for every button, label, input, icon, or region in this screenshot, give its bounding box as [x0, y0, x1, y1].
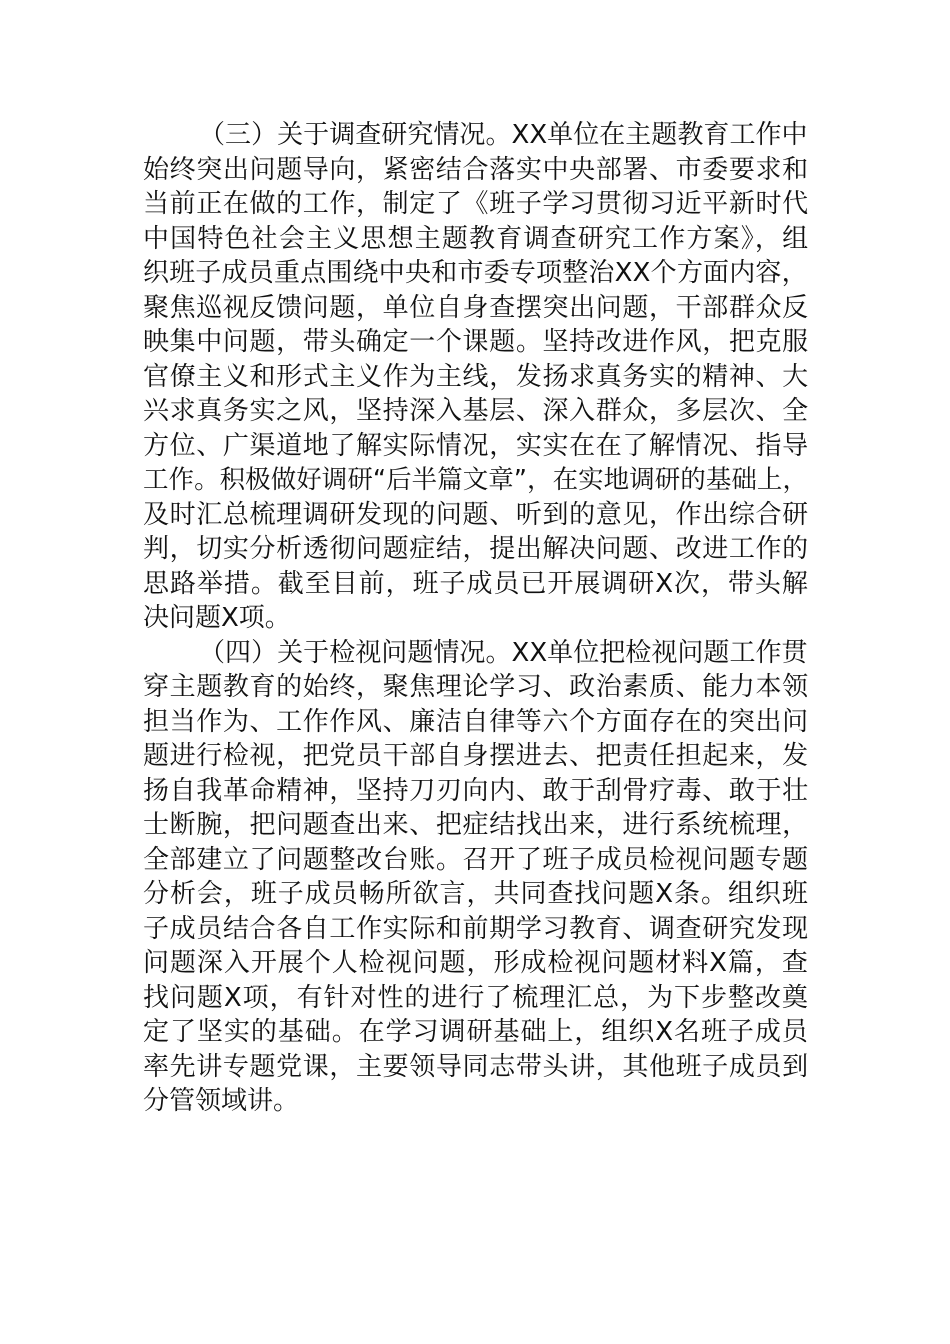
text-line: 及时汇总梳理调研发现的问题、听到的意见，作出综合研 — [143, 499, 809, 530]
text-line: 工作。积极做好调研“后半篇文章”，在实地调研的基础上， — [143, 465, 809, 495]
text-line: 中国特色社会主义思想主题教育调查研究工作方案》，组 — [143, 223, 810, 254]
text-line: 官僚主义和形式主义作为主线，发扬求真务实的精神、大 — [143, 361, 809, 392]
text-line: 子成员结合各自工作实际和前期学习教育、调查研究发现 — [143, 913, 809, 944]
text-line: 穿主题教育的始终，聚焦理论学习、政治素质、能力本领 — [143, 672, 809, 702]
text-line: 聚焦巡视反馈问题，单位自身查摆突出问题，干部群众反 — [143, 292, 809, 323]
paragraph-problem-inspection — [143, 636, 808, 1119]
text-line: 判，切实分析透彻问题症结，提出解决问题、改进工作的 — [143, 534, 809, 564]
text-line: 定了坚实的基础。在学习调研基础上，组织X名班子成员 — [143, 1017, 809, 1047]
document-body — [143, 118, 808, 1119]
text-line: 士断腕，把问题查出来、把症结找出来，进行系统梳理， — [143, 810, 809, 840]
text-line: 映集中问题，带头确定一个课题。坚持改进作风，把克服 — [143, 327, 809, 357]
text-line: 织班子成员重点围绕中央和市委专项整治XX个方面内容， — [143, 258, 808, 288]
text-line: 率先讲专题党课，主要领导同志带头讲，其他班子成员到 — [143, 1051, 809, 1082]
text-line: 当前正在做的工作，制定了《班子学习贯彻习近平新时代 — [143, 189, 809, 219]
text-line: 始终突出问题导向，紧密结合落实中央部署、市委要求和 — [143, 154, 809, 185]
text-line: 方位、广渠道地了解实际情况，实实在在了解情况、指导 — [143, 430, 809, 461]
text-line: 担当作为、工作作风、廉洁自律等六个方面存在的突出问 — [143, 706, 809, 737]
paragraph-investigation-research — [143, 118, 808, 636]
text-line: 思路举措。截至目前，班子成员已开展调研X次，带头解 — [143, 568, 809, 599]
text-line: 决问题X项。 — [143, 603, 291, 633]
text-line: （三）关于调查研究情况。XX单位在主题教育工作中 — [199, 120, 808, 150]
text-line: 分析会，班子成员畅所欲言，共同查找问题X条。组织班 — [143, 879, 809, 909]
text-line: 兴求真务实之风，坚持深入基层、深入群众，多层次、全 — [143, 396, 809, 426]
text-line: 扬自我革命精神，坚持刀刃向内、敢于刮骨疗毒、敢于壮 — [143, 775, 809, 806]
text-line: 题进行检视，把党员干部自身摆进去、把责任担起来，发 — [143, 741, 809, 771]
text-line: （四）关于检视问题情况。XX单位把检视问题工作贯 — [199, 637, 808, 668]
text-line: 问题深入开展个人检视问题，形成检视问题材料X篇，查 — [143, 948, 809, 978]
text-line: 分管领域讲。 — [143, 1086, 300, 1116]
text-line: 找问题X项，有针对性的进行了梳理汇总，为下步整改奠 — [143, 982, 809, 1013]
text-line: 全部建立了问题整改台账。召开了班子成员检视问题专题 — [143, 844, 809, 875]
